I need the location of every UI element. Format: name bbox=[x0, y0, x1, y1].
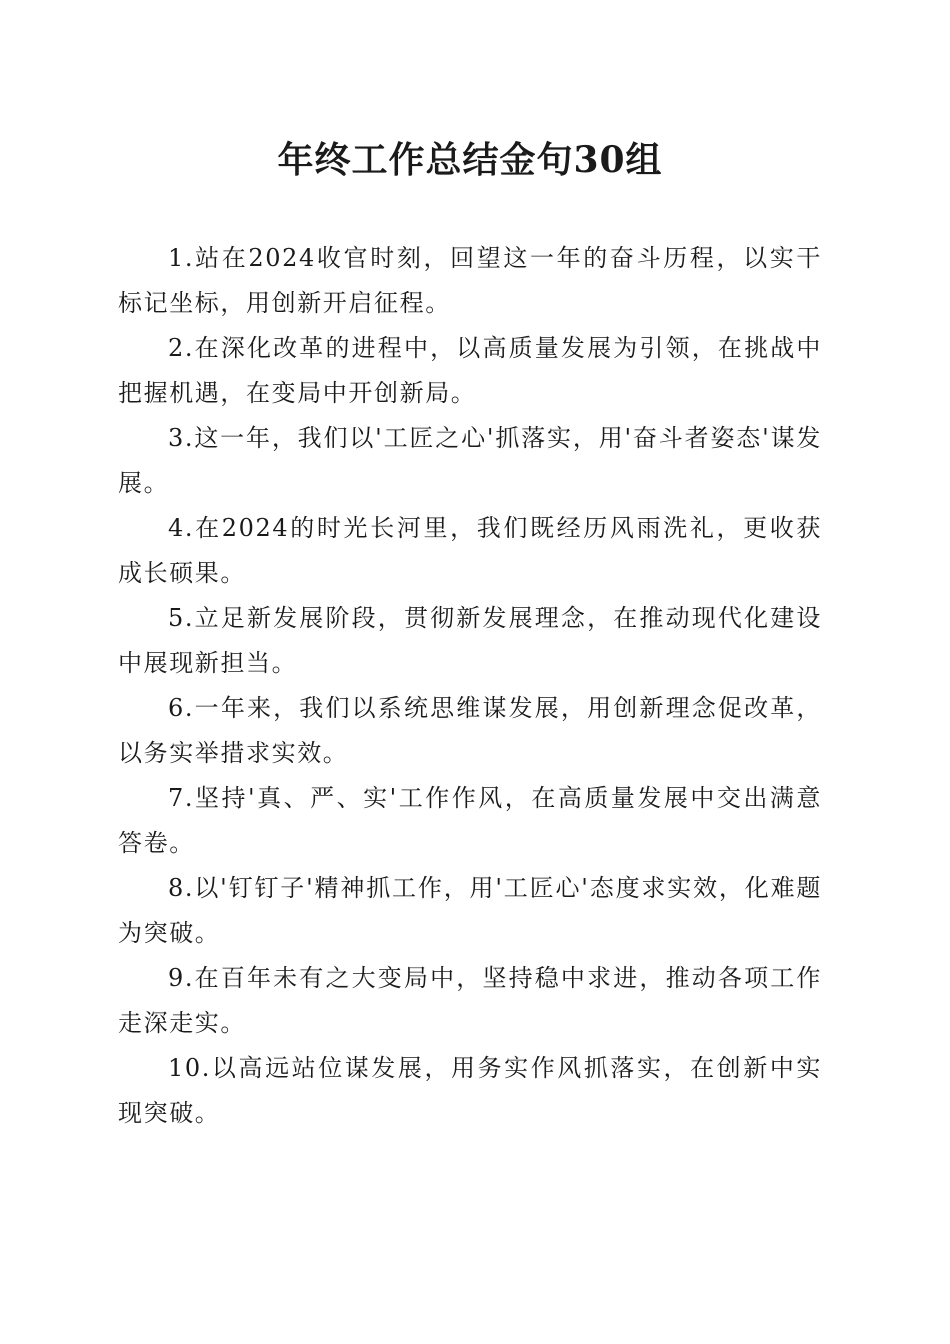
paragraph-7: 7.坚持'真、严、实'工作作风，在高质量发展中交出满意答卷。 bbox=[118, 784, 822, 857]
paragraph-8: 8.以'钉钉子'精神抓工作，用'工匠心'态度求实效，化难题为突破。 bbox=[118, 874, 822, 947]
document-body bbox=[118, 236, 822, 1136]
paragraph-5: 5.立足新发展阶段，贯彻新发展理念，在推动现代化建设中展现新担当。 bbox=[118, 604, 822, 677]
paragraph-1: 1.站在2024收官时刻，回望这一年的奋斗历程，以实干标记坐标，用创新开启征程。 bbox=[118, 244, 822, 317]
paragraph-4: 4.在2024的时光长河里，我们既经历风雨洗礼，更收获成长硕果。 bbox=[118, 514, 822, 587]
paragraph-10: 10.以高远站位谋发展，用务实作风抓落实，在创新中实现突破。 bbox=[118, 1054, 822, 1127]
paragraph-2: 2.在深化改革的进程中，以高质量发展为引领，在挑战中把握机遇，在变局中开创新局。 bbox=[118, 334, 822, 407]
paragraph-3: 3.这一年，我们以'工匠之心'抓落实，用'奋斗者姿态'谋发展。 bbox=[118, 424, 822, 497]
document-title: 年终工作总结金句30组 bbox=[277, 139, 663, 181]
paragraph-9: 9.在百年未有之大变局中，坚持稳中求进，推动各项工作走深走实。 bbox=[118, 964, 822, 1037]
paragraph-6: 6.一年来，我们以系统思维谋发展，用创新理念促改革，以务实举措求实效。 bbox=[118, 694, 822, 767]
